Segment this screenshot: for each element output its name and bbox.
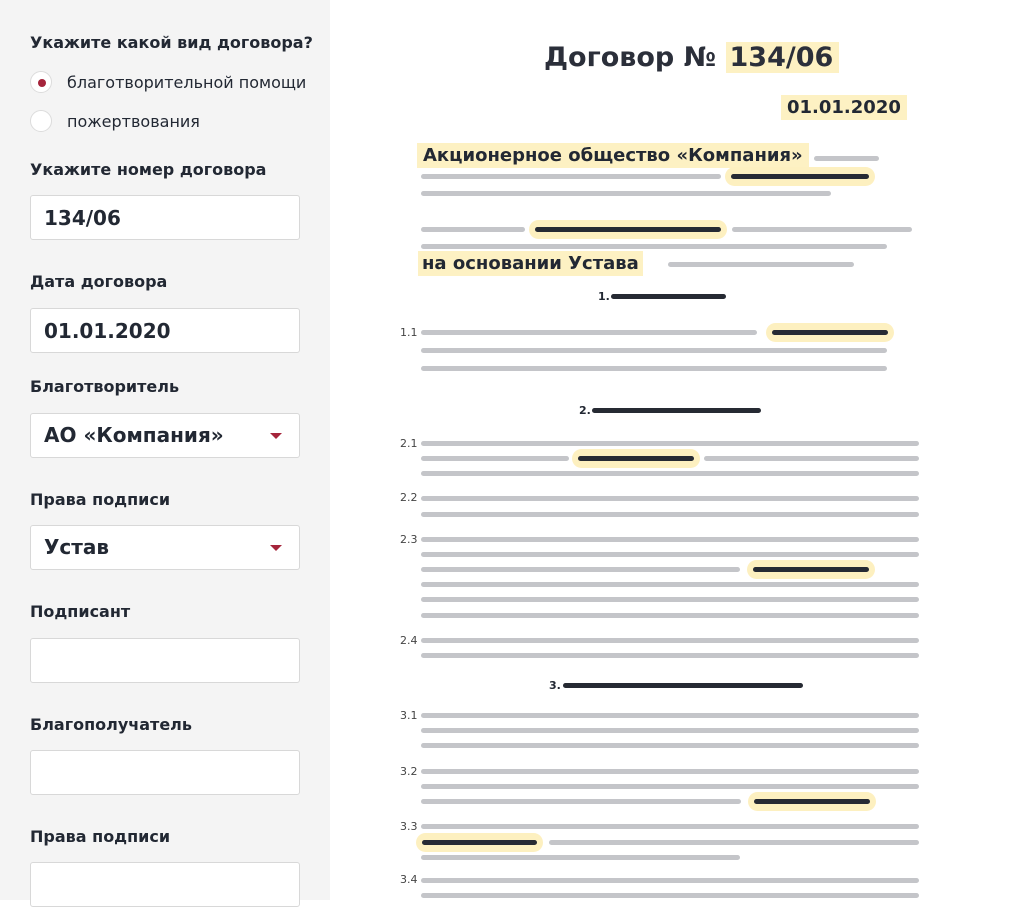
clause-number: 2.3	[400, 533, 418, 546]
heading-line	[592, 408, 761, 413]
benefactor-selected-value: АО «Компания»	[44, 423, 224, 447]
heading-line	[563, 683, 803, 688]
text-line	[421, 769, 919, 774]
contract-preview	[330, 0, 1020, 900]
text-line	[814, 156, 879, 161]
text-line	[421, 456, 569, 461]
text-line	[421, 330, 757, 335]
filled-line	[422, 840, 537, 845]
section-number: 1.	[598, 290, 610, 303]
text-line	[421, 582, 919, 587]
radio-selected-dot	[38, 79, 46, 87]
clause-number: 2.2	[400, 491, 418, 504]
text-line	[549, 840, 919, 845]
radio-circle-selected[interactable]	[30, 71, 52, 93]
doc-party-highlight: Акционерное общество «Компания»	[417, 143, 809, 168]
text-line	[421, 824, 919, 829]
beneficiary-input[interactable]	[31, 751, 299, 794]
text-line	[421, 348, 887, 353]
radio-circle-unselected[interactable]	[30, 110, 52, 132]
text-line	[704, 456, 919, 461]
text-line	[421, 552, 919, 557]
doc-date-highlight: 01.01.2020	[781, 95, 907, 120]
text-line	[421, 537, 919, 542]
clause-number: 2.4	[400, 634, 418, 647]
text-line	[421, 855, 740, 860]
contract-number-field[interactable]	[30, 195, 300, 240]
signing-rights-label: Права подписи	[30, 490, 171, 509]
text-line	[732, 227, 912, 232]
signatory-input[interactable]	[31, 639, 299, 682]
contract-type-label: Укажите какой вид договора?	[30, 33, 313, 52]
text-line	[421, 799, 741, 804]
text-line	[421, 613, 919, 618]
text-line	[421, 638, 919, 643]
text-line	[421, 728, 919, 733]
benefactor-label: Благотворитель	[30, 377, 180, 396]
signing-rights-select[interactable]	[30, 525, 300, 570]
radio-charity-help-label: благотворительной помощи	[67, 72, 307, 92]
clause-number: 1.1	[400, 326, 418, 339]
text-line	[421, 227, 525, 232]
filled-line	[753, 567, 869, 572]
clause-number: 3.2	[400, 765, 418, 778]
doc-basis-highlight: на основании Устава	[418, 251, 643, 276]
text-line	[421, 743, 919, 748]
signatory-label: Подписант	[30, 602, 131, 621]
radio-charity-help[interactable]	[30, 71, 306, 93]
text-line	[421, 784, 919, 789]
text-line	[421, 496, 919, 501]
doc-title	[544, 42, 839, 73]
text-line	[421, 244, 887, 249]
clause-number: 2.1	[400, 437, 418, 450]
clause-number: 3.4	[400, 873, 418, 886]
heading-line	[611, 294, 726, 299]
beneficiary-label: Благополучатель	[30, 715, 192, 734]
contract-date-field[interactable]	[30, 308, 300, 353]
signatory-field[interactable]	[30, 638, 300, 683]
text-line	[421, 366, 887, 371]
beneficiary-field[interactable]	[30, 750, 300, 795]
contract-number-input[interactable]	[31, 196, 299, 239]
contract-date-label: Дата договора	[30, 272, 168, 291]
text-line	[668, 262, 854, 267]
text-line	[421, 597, 919, 602]
doc-number-highlight: 134/06	[726, 42, 840, 73]
text-line	[421, 441, 919, 446]
radio-donation-label: пожертвования	[67, 111, 200, 131]
signing-rights-2-field[interactable]	[30, 862, 300, 907]
filled-line	[535, 227, 721, 232]
radio-donation[interactable]	[30, 110, 200, 132]
contract-number-label: Укажите номер договора	[30, 160, 267, 179]
contract-date-input[interactable]	[31, 309, 299, 352]
clause-number: 3.3	[400, 820, 418, 833]
text-line	[421, 471, 919, 476]
text-line	[421, 567, 740, 572]
chevron-down-icon[interactable]	[270, 433, 282, 439]
section-number: 2.	[579, 404, 591, 417]
clause-number: 3.1	[400, 709, 418, 722]
filled-line	[772, 330, 888, 335]
signing-rights-selected-value: Устав	[44, 535, 110, 559]
filled-line	[578, 456, 694, 461]
text-line	[421, 512, 919, 517]
text-line	[421, 653, 919, 658]
text-line	[421, 174, 721, 179]
filled-line	[754, 799, 870, 804]
doc-title-prefix: Договор №	[544, 42, 717, 73]
text-line	[421, 191, 831, 196]
chevron-down-icon[interactable]	[270, 545, 282, 551]
filled-line	[731, 174, 869, 179]
text-line	[421, 878, 919, 883]
contract-form-panel	[0, 0, 330, 900]
signing-rights-2-label: Права подписи	[30, 827, 171, 846]
text-line	[421, 713, 919, 718]
text-line	[421, 893, 919, 898]
section-number: 3.	[549, 679, 561, 692]
benefactor-select[interactable]	[30, 413, 300, 458]
